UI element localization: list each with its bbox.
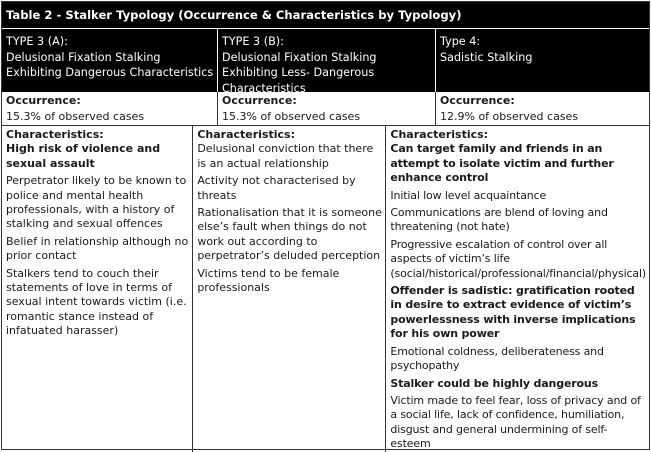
occurrence-label: Occurrence: (222, 94, 297, 107)
characteristics-cell (386, 126, 649, 452)
occurrence-row (2, 92, 649, 126)
characteristics-cell (2, 126, 193, 452)
occurrence-value: 15.3% of observed cases (6, 110, 145, 124)
table-title: Table 2 - Stalker Typology (Occurrence & Characteristics by Typology) (2, 2, 649, 28)
header-line: Exhibiting Less- Dangerous Characteristics (222, 66, 375, 95)
occurrence-label: Occurrence: (440, 94, 515, 107)
occurrence-cell (218, 92, 436, 125)
characteristic-item: Victim made to feel fear, loss of privacy and of a social life, lack of confidence, humiliation, disgust and general undermining of self-esteem (390, 393, 641, 451)
characteristic-item: Progressive escalation of control over all aspects of victim’s life (social/historical/professional/financial/physical) (390, 237, 647, 280)
header-line: TYPE 3 (B): (222, 35, 284, 48)
characteristics-label: Characteristics: (6, 128, 104, 141)
characteristic-item: Rationalisation that it is someone else’s fault when things do not work out according to perpetrator’s deluded perception (197, 206, 382, 263)
column-header-type-3a (2, 29, 218, 92)
column-header-type-4 (436, 29, 649, 92)
stalker-typology-table (1, 1, 650, 450)
characteristic-item: Emotional coldness, deliberateness and psychopathy (390, 344, 604, 373)
occurrence-cell (2, 92, 218, 125)
characteristic-item: Perpetrator likely to be known to police and mental health professionals, with a history of stalking and sexual offences (6, 174, 187, 231)
characteristics-label: Characteristics: (390, 128, 489, 141)
characteristic-item: Stalker could be highly dangerous (390, 376, 599, 390)
characteristics-row (2, 126, 649, 452)
occurrence-value: 15.3% of observed cases (222, 110, 361, 124)
characteristics-label: Characteristics: (197, 128, 295, 141)
header-line: TYPE 3 (A): (6, 35, 68, 48)
header-line: Sadistic Stalking (440, 50, 533, 64)
header-row (2, 28, 649, 95)
occurrence-label: Occurrence: (6, 94, 81, 107)
column-header-type-3b (218, 29, 436, 95)
characteristics-list (390, 142, 646, 451)
characteristic-item: Victims tend to be female professionals (197, 266, 340, 295)
occurrence-cell (436, 92, 649, 125)
header-line: Type 4: (440, 35, 481, 48)
characteristics-list (6, 142, 189, 338)
header-line: Delusional Fixation Stalking (222, 50, 377, 64)
characteristic-item: Stalkers tend to couch their statements of love in terms of sexual intent towards victim (i.e. romantic stance instead of infatuated harasser) (6, 266, 187, 338)
characteristic-item: Belief in relationship although no prior contact (6, 234, 189, 263)
header-line: Exhibiting Dangerous Characteristics (6, 66, 214, 79)
characteristic-item: Initial low level acquaintance (390, 188, 547, 202)
header-line: Delusional Fixation Stalking (6, 50, 161, 64)
characteristic-item: Can target family and friends in an attempt to isolate victim and further enhance control (390, 142, 614, 185)
characteristics-cell (193, 126, 386, 452)
characteristic-item: Communications are blend of loving and threatening (not hate) (390, 206, 608, 234)
characteristic-item: High risk of violence and sexual assault (6, 142, 161, 170)
characteristic-item: Activity not characterised by threats (197, 174, 356, 202)
occurrence-value: 12.9% of observed cases (440, 110, 579, 124)
characteristics-list (197, 142, 382, 295)
characteristic-item: Offender is sadistic: gratification rooted in desire to extract evidence of victim’s powerlessness with inverse implications for his own power (390, 284, 636, 341)
characteristic-item: Delusional conviction that there is an actual relationship (197, 142, 374, 170)
